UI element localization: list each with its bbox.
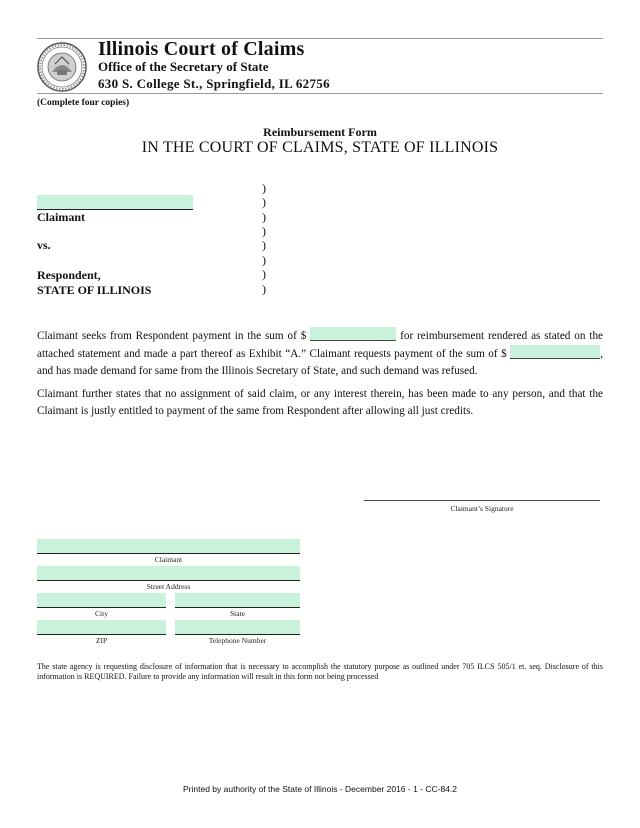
page-footer: Printed by authority of the State of Illinois - December 2016 - 1 - CC-84.2 bbox=[182, 784, 458, 794]
state-input[interactable] bbox=[175, 593, 300, 607]
header-bottom-rule bbox=[37, 93, 603, 94]
zip-label: ZIP bbox=[95, 636, 108, 645]
state-label: State bbox=[230, 609, 245, 618]
court-title: IN THE COURT OF CLAIMS, STATE OF ILLINOIS bbox=[141, 139, 499, 156]
caption-paren: ) bbox=[262, 253, 266, 267]
signature-line bbox=[364, 500, 600, 501]
city-input[interactable] bbox=[37, 593, 166, 607]
zip-underline bbox=[37, 634, 166, 635]
caption-paren: ) bbox=[262, 224, 266, 238]
city-label: City bbox=[95, 609, 108, 618]
state-seal-icon bbox=[37, 42, 87, 92]
caption-paren: ) bbox=[262, 267, 266, 281]
form-title: Reimbursement Form bbox=[263, 125, 377, 139]
disclosure-notice: The state agency is requesting disclosure of information that is necessary to accomplish the statutory purpose as outlined under 705 ILCS 505/1 et. seq. Disclosure of this information is REQUIRED. Failure to provide any information will result in this form not being processed bbox=[37, 662, 603, 681]
claimant-caption-label: Claimant bbox=[37, 210, 85, 224]
telephone-label: Telephone Number bbox=[208, 636, 267, 645]
claim-paragraph bbox=[37, 327, 603, 380]
state-underline bbox=[175, 607, 300, 608]
telephone-input[interactable] bbox=[175, 620, 300, 634]
vs-label: vs. bbox=[37, 238, 51, 252]
claim-text-part-3: , and has made demand for same from the Illinois Secretary of State, and such demand was refused. bbox=[37, 348, 603, 377]
caption-paren: ) bbox=[262, 181, 266, 195]
claimant-name-input[interactable] bbox=[37, 195, 193, 209]
signature-label: Claimant’s Signature bbox=[450, 504, 514, 513]
copies-note: (Complete four copies) bbox=[37, 98, 130, 108]
office-address: 630 S. College St., Springfield, IL 62756 bbox=[98, 76, 330, 91]
reimbursement-amount-input[interactable] bbox=[310, 327, 396, 341]
caption-paren: ) bbox=[262, 238, 266, 252]
claim-text-part-1: Claimant seeks from Respondent payment in the sum of $ bbox=[37, 330, 307, 342]
office-name: Office of the Secretary of State bbox=[98, 59, 269, 74]
caption-paren: ) bbox=[262, 195, 266, 209]
state-of-illinois-label: STATE OF ILLINOIS bbox=[37, 283, 152, 297]
claimant-contact-name-input[interactable] bbox=[37, 539, 300, 553]
requested-amount-input[interactable] bbox=[510, 345, 600, 359]
assignment-paragraph: Claimant further states that no assignment of said claim, or any interest therein, has been made to any person, and that the Claimant is justly entitled to payment of the same from Respondent after allowing all just credits. bbox=[37, 388, 603, 417]
claim-text-part-2: for reimbursement rendered as stated on the attached statement and made a part thereof as Exhibit “A.” Claimant requests payment of the sum of $ bbox=[37, 330, 604, 360]
street-address-label: Street Address bbox=[146, 582, 191, 591]
telephone-underline bbox=[175, 634, 300, 635]
caption-paren: ) bbox=[262, 210, 266, 224]
claimant-contact-label: Claimant bbox=[154, 555, 183, 564]
street-address-input[interactable] bbox=[37, 566, 300, 580]
org-name: Illinois Court of Claims bbox=[98, 38, 305, 60]
street-address-underline bbox=[37, 580, 300, 581]
zip-input[interactable] bbox=[37, 620, 166, 634]
respondent-label: Respondent, bbox=[37, 268, 101, 282]
caption-paren: ) bbox=[262, 282, 266, 296]
claimant-contact-underline bbox=[37, 553, 300, 554]
city-underline bbox=[37, 607, 166, 608]
